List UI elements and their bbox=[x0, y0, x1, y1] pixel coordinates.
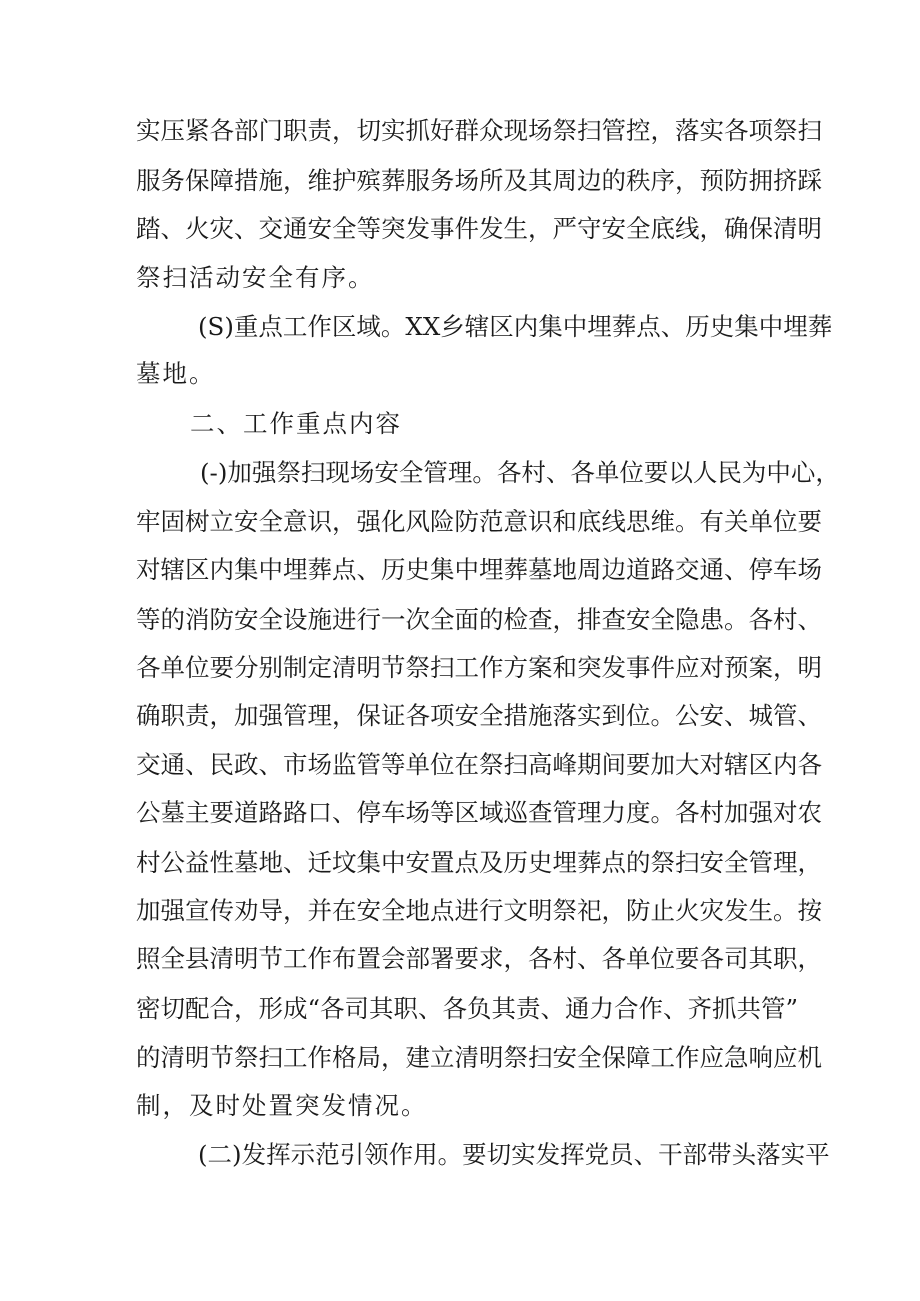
text-line: 加强宣传劝导，并在安全地点进行文明祭祀，防止火灾发生。按 bbox=[136, 896, 822, 925]
text-line: 等的消防安全设施进行一次全面的检查，排查安全隐患。各村、 bbox=[136, 605, 822, 634]
section-heading-line: (二)发挥示范引领作用。要切实发挥党员、干部带头落实平 bbox=[198, 1140, 830, 1169]
text-line: 的清明节祭扫工作格局，建立清明祭扫安全保障工作应急响应机 bbox=[136, 1043, 822, 1072]
section-heading-line: (S)重点工作区域。XX乡辖区内集中埋葬点、历史集中埋葬 bbox=[198, 312, 833, 341]
text-line: 对辖区内集中埋葬点、历史集中埋葬墓地周边道路交通、停车场 bbox=[136, 555, 822, 584]
section-heading-line: (-)加强祭扫现场安全管理。各村、各单位要以人民为中心， bbox=[200, 458, 840, 487]
text-line: 墓地。 bbox=[136, 359, 216, 388]
text-line: 踏、火灾、交通安全等突发事件发生，严守安全底线，确保清明 bbox=[136, 214, 822, 243]
text-line: 密切配合，形成“各司其职、各负其责、通力合作、齐抓共管” bbox=[136, 994, 799, 1023]
text-line: 服务保障措施，维护殡葬服务场所及其周边的秩序，预防拥挤踩 bbox=[136, 166, 822, 195]
text-line: 村公益性墓地、迁坟集中安置点及历史埋葬点的祭扫安全管理， bbox=[136, 848, 822, 877]
text-line: 交通、民政、市场监管等单位在祭扫高峰期间要加大对辖区内各 bbox=[136, 750, 822, 779]
text-line: 各单位要分别制定清明节祭扫工作方案和突发事件应对预案，明 bbox=[136, 653, 822, 682]
text-line: 祭扫活动安全有序。 bbox=[136, 263, 375, 292]
text-line: 制，及时处置突发情况。 bbox=[136, 1091, 428, 1120]
text-line: 实压紧各部门职责，切实抓好群众现场祭扫管控，落实各项祭扫 bbox=[136, 116, 822, 145]
text-line: 牢固树立安全意识，强化风险防范意识和底线思维。有关单位要 bbox=[136, 507, 822, 536]
text-line: 确职责，加强管理，保证各项安全措施落实到位。公安、城管、 bbox=[136, 701, 822, 730]
text-line: 公墓主要道路路口、停车场等区域巡查管理力度。各村加强对农 bbox=[136, 798, 822, 827]
text-line: 照全县清明节工作布置会部署要求，各村、各单位要各司其职， bbox=[136, 944, 822, 973]
section-title: 二、工作重点内容 bbox=[190, 409, 402, 438]
